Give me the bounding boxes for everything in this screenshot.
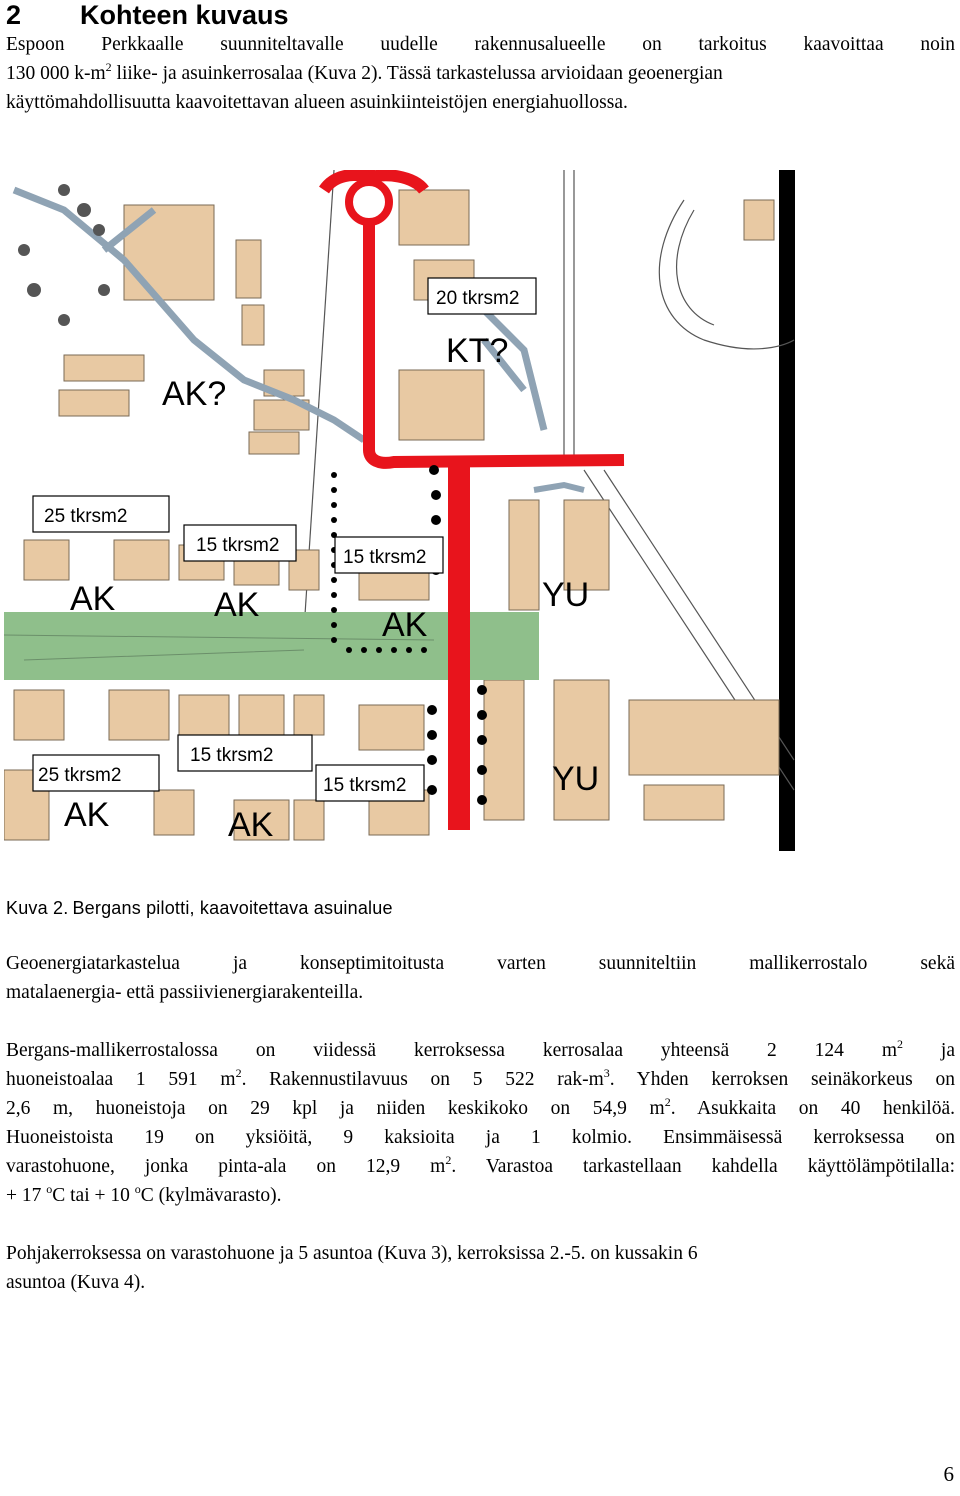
tree-dot [431,515,441,525]
para3-text: ja [903,1040,955,1061]
para3-text: Bergans-mallikerrostalossa on viidessä kerroksessa kerrosalaa yhteensä 2 124 m [6,1040,898,1061]
tree [27,283,41,297]
label-25-tkrsm2-b: 25 tkrsm2 [38,765,122,786]
dot [421,647,427,653]
building [24,540,69,580]
dot [376,647,382,653]
section-heading [6,0,289,32]
paragraph-3 [6,1036,955,1210]
para3-text: huoneistoalaa 1 591 m [6,1069,236,1090]
para3-sup: 2 [445,1153,452,1167]
intro-paragraph [6,30,955,117]
building [294,800,324,840]
dot [331,517,337,523]
page-number: 6 [943,1462,954,1486]
dot [331,487,337,493]
dot [331,622,337,628]
para3-line-2 [6,1065,955,1094]
intro-line-2-rest: liike- ja asuinkerrosalaa (Kuva 2). Tässä tarkastelussa arvioidaan geoenergian [111,63,723,84]
tree [77,203,91,217]
label-ak-3: AK [382,606,428,644]
tree-dot [477,685,487,695]
label-15-tkrsm2-b: 15 tkrsm2 [343,547,427,568]
intro-area-text: 130 000 k-m [6,63,106,84]
label-kt: KT? [446,332,509,370]
para3-sup: 2 [664,1095,671,1109]
building [399,190,469,245]
tree-dot [477,710,487,720]
tree-dot [431,490,441,500]
roundabout-circle [349,182,389,222]
tree-dot [429,465,439,475]
tree [58,314,70,326]
label-ak-4: AK [64,796,110,834]
caption-text: Bergans pilotti, kaavoitettava asuinalue [72,898,393,918]
building [644,785,724,820]
dot [331,502,337,508]
building [744,200,774,240]
intro-line-3: käyttömahdollisuutta kaavoitettavan alueen asuinkiinteistöjen energiahuollossa. [6,92,628,113]
building [64,355,144,381]
label-yu-2: YU [552,760,600,798]
dot [331,472,337,478]
tree [58,184,70,196]
label-20-tkrsm2: 20 tkrsm2 [436,288,520,309]
label-ak-5: AK [228,806,274,844]
building [249,432,299,454]
building [59,390,129,416]
caption-label: Kuva 2. [6,898,69,918]
para3-line-1 [6,1036,955,1065]
section-title: Kohteen kuvaus [80,0,289,30]
para3-text: C (kylmävarasto). [140,1185,282,1206]
intro-line-1: Espoon Perkkaalle suunniteltavalle uudelle rakennusalueelle on tarkoitus kaavoittaa noin [6,34,955,55]
para3-line-6 [6,1181,955,1210]
dot [361,647,367,653]
label-ak-question: AK? [162,375,227,413]
para2-line-1: Geoenergiatarkastelua ja konseptimitoitusta varten suunniteltiin mallikerrostalo sekä [6,953,955,974]
para3-line-5 [6,1152,955,1181]
figure-caption [6,894,393,922]
para3-text: . Asukkaita on 40 henkilöä. [670,1098,955,1119]
dot [331,577,337,583]
paragraph-2 [6,949,955,1007]
para3-text: 2,6 m, huoneistoja on 29 kpl ja niiden keskikoko on 54,9 m [6,1098,665,1119]
building [239,695,284,735]
para3-text: C tai + 10 [52,1185,135,1206]
dot [346,647,352,653]
tree-dot [477,795,487,805]
para3-text: . Rakennustilavuus on 5 522 rak-m [241,1069,604,1090]
label-25-tkrsm2-a: 25 tkrsm2 [44,506,128,527]
para3-sup: o [134,1182,141,1196]
label-15-tkrsm2-d: 15 tkrsm2 [323,775,407,796]
para3-sup: o [46,1182,53,1196]
para4-line-2: asuntoa (Kuva 4). [6,1272,146,1293]
label-ak-1: AK [70,580,116,618]
para3-sup: 3 [603,1066,610,1080]
label-ak-2: AK [214,586,260,624]
label-15-tkrsm2-a: 15 tkrsm2 [196,535,280,556]
para3-text: + 17 [6,1185,47,1206]
tree-dot [427,785,437,795]
building [294,695,324,735]
intro-line-2 [6,59,955,88]
dot [406,647,412,653]
tree [93,224,105,236]
building [399,370,484,440]
tree-dot [477,765,487,775]
building [236,240,261,298]
para3-text: . Varastoa tarkastellaan kahdella käyttölämpötilalla: [451,1156,955,1177]
para2-line-2: matalaenergia- että passiivienergiarakenteilla. [6,982,364,1003]
building [509,500,539,610]
tree [98,284,110,296]
tree-dot [427,730,437,740]
zoning-map [4,170,795,851]
para3-sup: 2 [235,1066,242,1080]
dot [331,607,337,613]
label-15-tkrsm2-c: 15 tkrsm2 [190,745,274,766]
building [114,540,169,580]
para3-sup: 2 [897,1037,904,1051]
building [242,305,264,345]
building [484,680,524,820]
para4-line-1: Pohjakerroksessa on varastohuone ja 5 asuntoa (Kuva 3), kerroksissa 2.-5. on kussakin 6 [6,1243,698,1264]
dot [331,637,337,643]
building [154,790,194,835]
building [629,700,779,775]
intro-sup: 2 [105,60,112,74]
building [179,695,229,735]
paragraph-4 [6,1239,955,1297]
building [14,690,64,740]
dot [331,592,337,598]
para3-line-3 [6,1094,955,1123]
para3-text: . Yhden kerroksen seinäkorkeus on [609,1069,955,1090]
building [359,705,424,750]
tree-dot [427,755,437,765]
building [554,680,609,820]
tree-dot [477,735,487,745]
section-number: 2 [6,0,22,30]
para3-line-4: Huoneistoista 19 on yksiöitä, 9 kaksioita ja 1 kolmio. Ensimmäisessä kerroksessa on [6,1127,955,1148]
tree-dot [427,705,437,715]
tree [18,244,30,256]
label-yu-1: YU [542,576,590,614]
para3-text: varastohuone, jonka pinta-ala on 12,9 m [6,1156,446,1177]
dot [391,647,397,653]
building [109,690,169,740]
